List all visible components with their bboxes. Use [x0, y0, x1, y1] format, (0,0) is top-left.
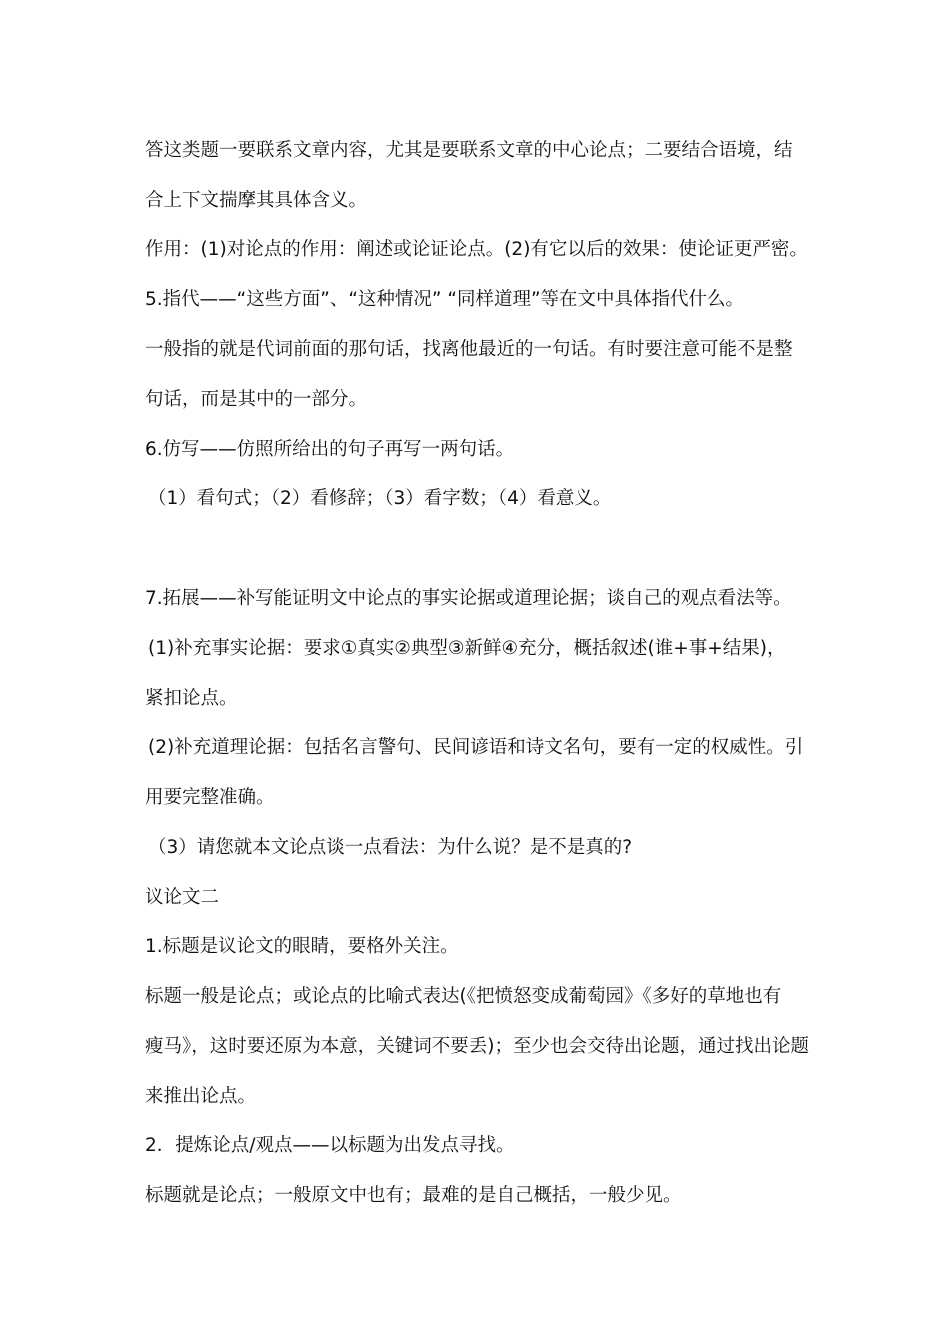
paragraph-line: 用要完整准确。	[145, 787, 275, 808]
paragraph-line: (1)补充事实论据：要求①真实②典型③新鲜④充分，概括叙述(谁+事+结果)，	[148, 638, 786, 659]
paragraph-line: 作用：(1)对论点的作用：阐述或论证论点。(2)有它以后的效果：使论证更严密。	[145, 239, 808, 260]
paragraph-line: 紧扣论点。	[145, 688, 238, 709]
paragraph-line: 句话，而是其中的一部分。	[145, 389, 368, 410]
section-title: 议论文二	[145, 887, 220, 908]
list-line: （1）看句式；（2）看修辞；（3）看字数；（4）看意义。	[148, 488, 612, 509]
section-heading-5: 5.指代——“这些方面”、“这种情况” “同样道理”等在文中具体指代什么。	[145, 289, 745, 310]
paragraph-line: （3）请您就本文论点谈一点看法：为什么说？是不是真的?	[148, 837, 633, 858]
paragraph-line: 合上下文揣摩其具体含义。	[145, 190, 368, 211]
paragraph-line: 来推出论点。	[145, 1086, 257, 1107]
section-heading-7: 7.拓展——补写能证明文中论点的事实论据或道理论据；谈自己的观点看法等。	[145, 588, 792, 609]
paragraph-line: 答这类题一要联系文章内容，尤其是要联系文章的中心论点；二要结合语境，结	[145, 140, 793, 161]
paragraph-line: 标题一般是论点；或论点的比喻式表达(《把愤怒变成葡萄园》《多好的草地也有	[145, 986, 782, 1007]
section-heading-2: 2．提炼论点/观点——以标题为出发点寻找。	[145, 1135, 515, 1156]
section-heading-1: 1.标题是议论文的眼睛，要格外关注。	[145, 936, 459, 957]
paragraph-line: 一般指的就是代词前面的那句话，找离他最近的一句话。有时要注意可能不是整	[145, 339, 793, 360]
section-heading-6: 6.仿写——仿照所给出的句子再写一两句话。	[145, 439, 515, 460]
paragraph-line: 标题就是论点；一般原文中也有；最难的是自己概括，一般少见。	[145, 1185, 682, 1206]
paragraph-line: (2)补充道理论据：包括名言警句、民间谚语和诗文名句，要有一定的权威性。引	[148, 737, 804, 758]
paragraph-line: 瘦马》，这时要还原为本意，关键词不要丢)；至少也会交待出论题，通过找出论题	[145, 1036, 809, 1057]
